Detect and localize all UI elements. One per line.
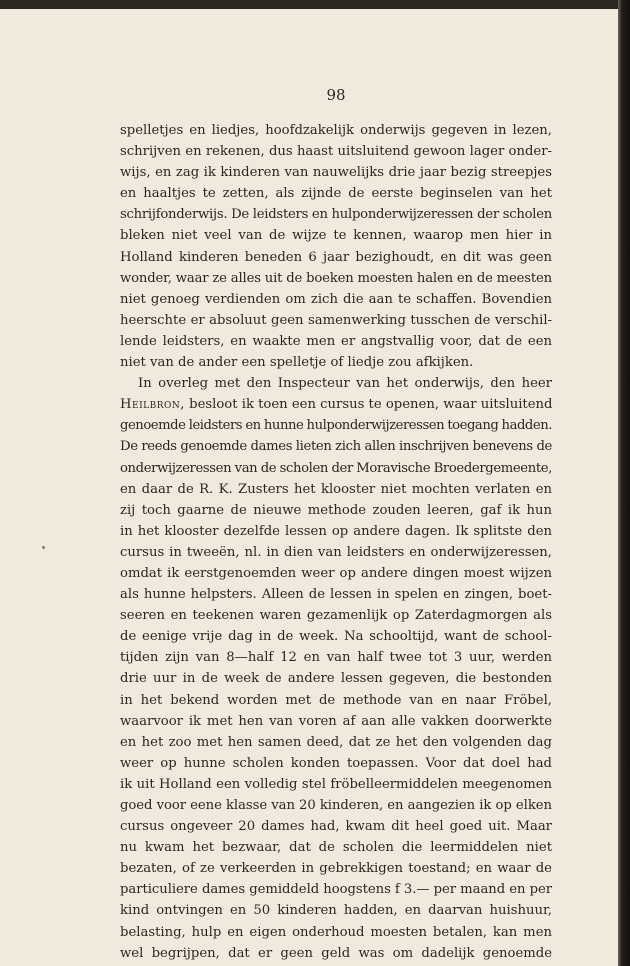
paper-speck — [42, 546, 45, 549]
text-line: genoemde leidsters en hunne hulponderwijzeressen toegang hadden. — [120, 418, 552, 434]
text-line: en daar de R. K. Zusters het klooster niet mochten verlaten en — [120, 481, 552, 497]
text-line: waarvoor ik met hen van voren af aan alle vakken doorwerkte — [120, 713, 552, 729]
book-spine-edge — [618, 0, 630, 966]
text-line: niet van de ander een spelletje of liedje zou afkijken. — [120, 355, 474, 371]
text-line: ik uit Holland een volledig stel fröbelleermiddelen meegenomen — [120, 776, 552, 792]
text-line: cursus in tweeën, nl. in dien van leidsters en onderwijzeressen, — [120, 544, 552, 560]
text-line: particuliere dames gemiddeld hoogstens f 3.— per maand en per — [120, 882, 552, 898]
name-heilbron: Heilbron, — [120, 397, 185, 413]
text-line: lende leidsters, en waakte men er angstvallig voor, dat de een — [120, 333, 552, 349]
text-line: en haaltjes te zetten, als zijnde de eerste beginselen van het — [120, 186, 552, 202]
text-line: nu kwam het bezwaar, dat de scholen die leermiddelen niet — [120, 840, 552, 856]
text-line: belasting, hulp en eigen onderhoud moesten betalen, kan men — [120, 924, 552, 940]
text-line: tijden zijn van 8—half 12 en van half twee tot 3 uur, werden — [120, 650, 552, 666]
text-line: seeren en teekenen waren gezamenlijk op Zaterdagmorgen als — [120, 608, 552, 624]
text-line-rest: besloot ik toen een cursus te openen, waar uitsluitend — [184, 397, 553, 413]
scan-top-edge — [0, 0, 630, 9]
text-line: niet genoeg verdienden om zich die aan te schaffen. Bovendien — [120, 291, 552, 307]
text-line: en het zoo met hen samen deed, dat ze het den volgenden dag — [120, 734, 552, 750]
text-line: wijs, en zag ik kinderen van nauwelijks drie jaar bezig streepjes — [120, 165, 552, 181]
text-line: cursus ongeveer 20 dames had, kwam dit heel goed uit. Maar — [120, 819, 552, 835]
text-line: onderwijzeressen van de scholen der Moravische Broedergemeente, — [120, 460, 552, 476]
text-line: bezaten, of ze verkeerden in gebrekkigen toestand; en waar de — [120, 861, 552, 877]
text-line: wel begrijpen, dat er geen geld was om dadelijk genoemde — [120, 945, 552, 961]
text-line: schrijven en rekenen, dus haast uitsluitend gewoon lager onder- — [120, 144, 552, 160]
text-line: wonder, waar ze alles uit de boeken moesten halen en de meesten — [120, 270, 552, 286]
text-line: De reeds genoemde dames lieten zich allen inschrijven benevens de — [120, 439, 552, 455]
text-line: bleken niet veel van de wijze te kennen, waarop men hier in — [120, 228, 552, 244]
text-line: zij toch gaarne de nieuwe methode zouden leeren, gaf ik hun — [120, 502, 552, 518]
text-line: in het bekend worden met de methode van en naar Fröbel, — [120, 692, 552, 708]
paragraph-2 — [120, 373, 552, 964]
text-line: de eenige vrije dag in de week. Na schooltijd, want de school- — [120, 629, 552, 645]
text-line: schrijfonderwijs. De leidsters en hulponderwijzeressen der scholen — [120, 207, 552, 223]
text-line: In overleg met den Inspecteur van het onderwijs, den heer — [138, 376, 552, 392]
text-line: in het klooster dezelfde lessen op andere dagen. Ik splitste den — [120, 523, 552, 539]
text-line: Holland kinderen beneden 6 jaar bezighoudt, en dit was geen — [120, 249, 552, 265]
page-number: 98 — [326, 86, 346, 104]
body-text — [120, 120, 552, 964]
text-line: heerschte er absoluut geen samenwerking tusschen de verschil- — [120, 312, 552, 328]
text-line: kind ontvingen en 50 kinderen hadden, en daarvan huishuur, — [120, 903, 552, 919]
text-line: goed voor eene klasse van 20 kinderen, en aangezien ik op elken — [120, 798, 552, 813]
text-line: omdat ik eerstgenoemden weer op andere dingen moest wijzen — [120, 565, 552, 581]
text-line — [120, 394, 552, 415]
text-line: weer op hunne scholen konden toepassen. Voor dat doel had — [120, 755, 552, 771]
text-line: als hunne helpsters. Alleen de lessen in spelen en zingen, boet- — [120, 587, 552, 603]
text-line: drie uur in de week de andere lessen gegeven, die bestonden — [120, 671, 552, 687]
paragraph-1 — [120, 120, 552, 373]
text-line: spelletjes en liedjes, hoofdzakelijk onderwijs gegeven in lezen, — [120, 123, 552, 138]
